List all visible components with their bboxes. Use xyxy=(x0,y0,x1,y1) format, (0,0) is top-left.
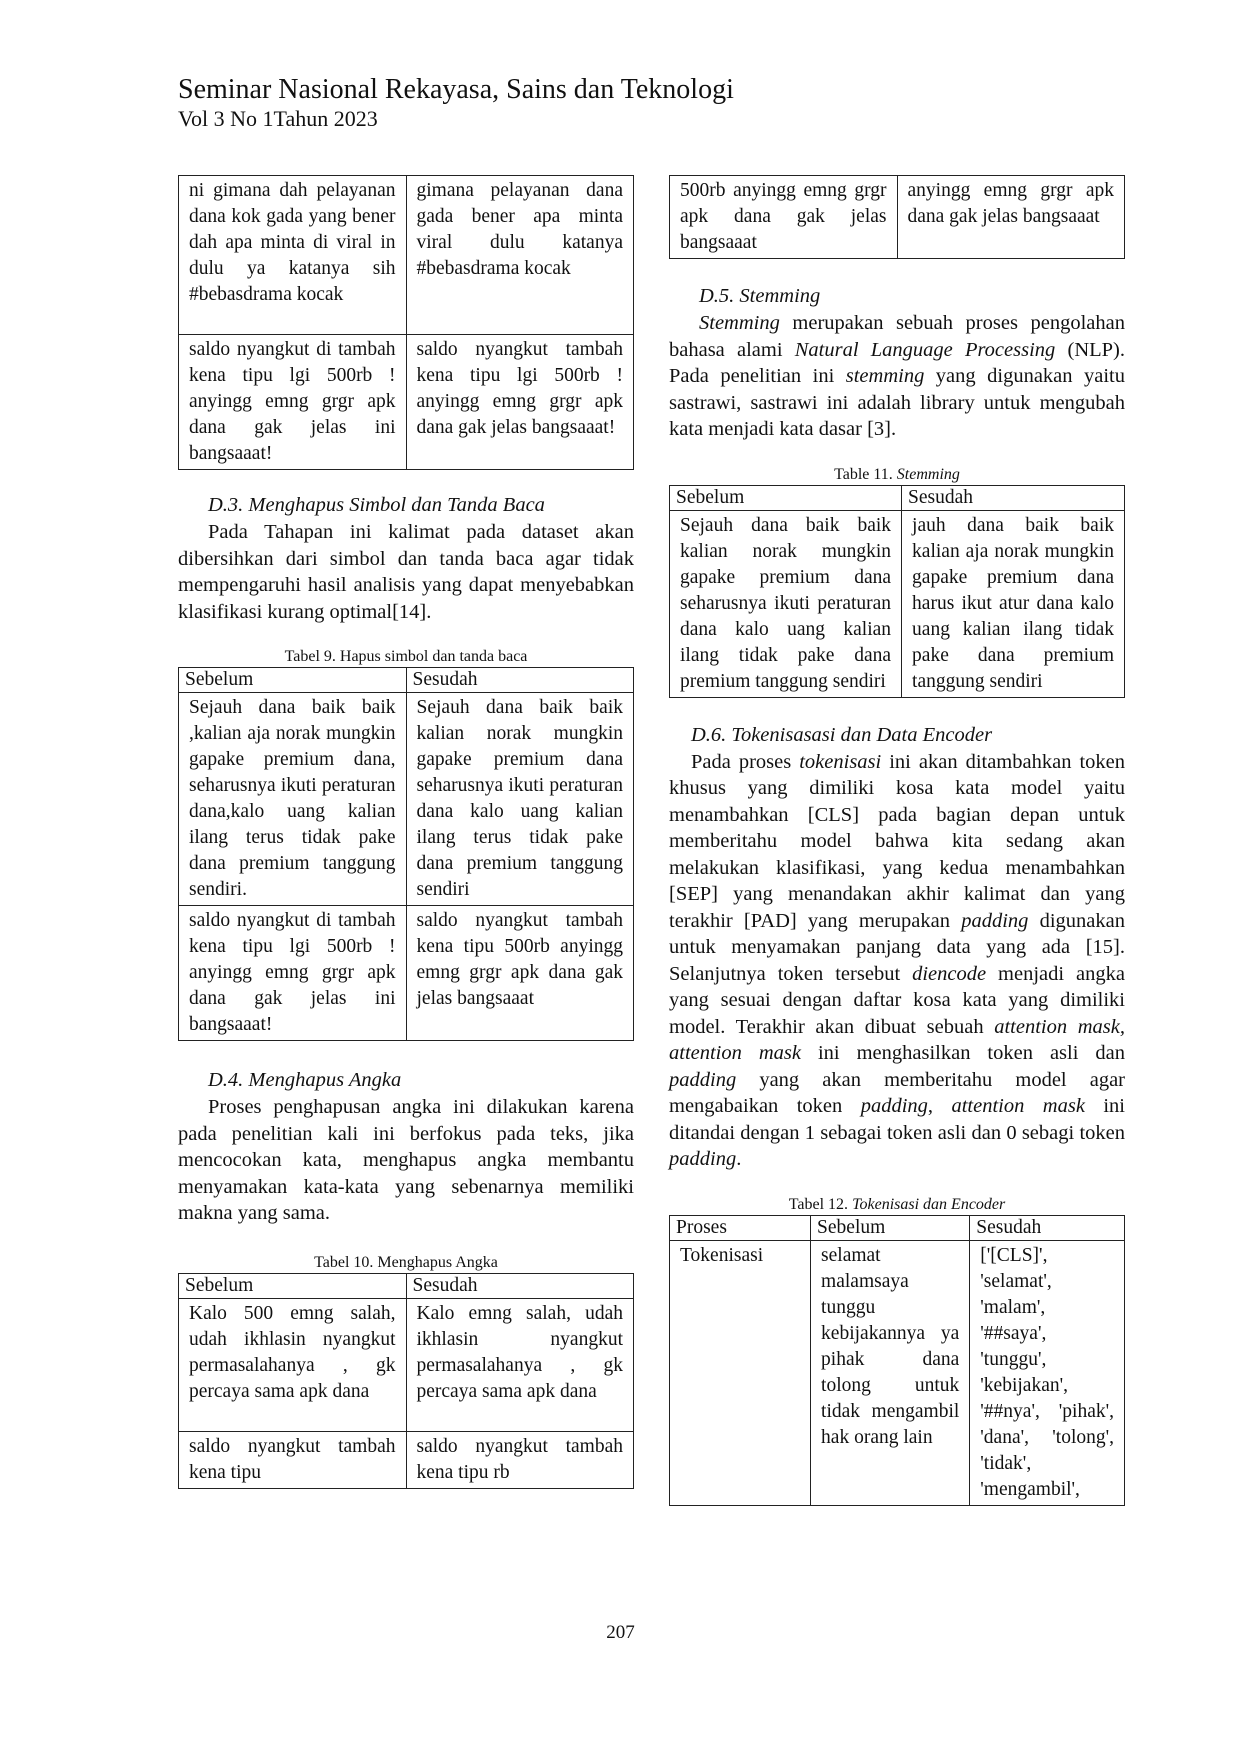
text-run: Pada proses xyxy=(691,750,800,773)
section-paragraph-d5 xyxy=(669,310,1125,443)
table-header-row xyxy=(670,1215,1125,1240)
table-cell: saldo nyangkut tambah kena tipu lgi 500rb ! anyingg emng grgr apk dana gak jelas bangsaaat! xyxy=(406,335,634,470)
table-cell: Kalo 500 emng salah, udah ikhlasin nyangkut permasalahanya , gk percaya sama apk dana xyxy=(179,1298,407,1431)
term-italic: diencode xyxy=(912,962,987,985)
term-italic: Stemming xyxy=(699,312,780,334)
journal-title: Seminar Nasional Rekayasa, Sains dan Teknologi xyxy=(178,74,734,105)
text-run: ini menghasilkan token asli dan xyxy=(801,1042,1125,1064)
table-cell: saldo nyangkut tambah kena tipu 500rb anyingg emng grgr apk dana gak jelas bangsaaat xyxy=(406,906,634,1041)
text-run: , xyxy=(927,1095,952,1117)
table-cell: 500rb anyingg emng grgr apk dana gak jelas bangsaaat xyxy=(670,176,898,259)
table-cell: Sejauh dana baik baik kalian norak mungkin gapake premium dana seharusnya ikuti peraturan dana kalo uang kalian ilang tidak pake dana premium tanggung sendiri xyxy=(670,510,902,697)
section-paragraph-d3: Pada Tahapan ini kalimat pada dataset akan dibersihkan dari simbol dan tanda baca agar tidak mempengaruhi hasil analisis yang dapat menyebabkan klasifikasi kurang optimal[14]. xyxy=(178,521,634,623)
table-header: Sebelum xyxy=(670,485,902,510)
page-header xyxy=(178,74,734,132)
caption-label: Table 11. xyxy=(834,465,897,483)
table-row xyxy=(179,906,634,1041)
text-run: merupakan sebuah proses pengolahan bahasa alami xyxy=(669,312,1125,361)
text-run: yang akan memberitahu model agar mengabaikan token xyxy=(669,1068,1125,1117)
caption-title: Tokenisasi dan Encoder xyxy=(852,1195,1006,1213)
table9 xyxy=(178,667,634,1041)
text-run: (NLP). Pada penelitian ini xyxy=(669,338,1125,387)
continued-table-right xyxy=(669,175,1125,259)
table-cell: saldo nyangkut di tambah kena tipu lgi 500rb ! anyingg emng grgr apk dana gak jelas ini bangsaaat! xyxy=(179,335,407,470)
table-row xyxy=(179,1431,634,1488)
table-row xyxy=(179,176,634,335)
continued-table-left xyxy=(178,175,634,470)
text-run: yang digunakan yaitu sastrawi, sastrawi ini adalah library untuk mengubah kata menjadi kata dasar [3]. xyxy=(669,365,1125,440)
table-cell: Sejauh dana baik baik ,kalian aja norak mungkin gapake premium dana, seharusnya ikuti peraturan dana,kalo uang kalian ilang terus tidak pake dana premium tanggung sendiri. xyxy=(179,693,407,906)
table-cell: saldo nyangkut tambah kena tipu rb xyxy=(406,1431,634,1488)
table-header: Sesudah xyxy=(406,668,634,693)
table-row xyxy=(670,1240,1125,1505)
caption-label: Tabel 12. xyxy=(788,1195,853,1213)
term-italic: padding xyxy=(669,1068,737,1091)
term-italic: padding xyxy=(860,1095,928,1117)
table-cell: saldo nyangkut tambah kena tipu xyxy=(179,1431,407,1488)
caption-title: Stemming xyxy=(896,465,960,483)
section-paragraph-d4: Proses penghapusan angka ini dilakukan karena pada penelitian kali ini berfokus pada teks, jika mencocokan kata, menghapus angka membantu menyamakan kata-kata yang sebenarnya memiliki makna yang sama. xyxy=(178,1096,634,1224)
table12 xyxy=(669,1215,1125,1506)
table11-caption xyxy=(669,465,1125,485)
table-header: Sebelum xyxy=(179,1273,407,1298)
text-run: ini akan ditambahkan token khusus yang dimiliki kosa kata model yaitu menambahkan [CLS] pada bagian depan untuk memberitahu model bahwa kita sedang akan melakukan klasifikasi, yang kedua menambahkan [SEP] yang menandakan akhir kalimat dan yang terakhir [PAD] yang merupakan xyxy=(669,750,1125,932)
table-header: Sebelum xyxy=(811,1215,970,1240)
table-header: Sesudah xyxy=(406,1273,634,1298)
table-cell: ['[CLS]', 'selamat', 'malam', '##saya', 'tunggu', 'kebijakan', '##nya', 'pihak', 'dana', 'tolong', 'tidak', 'mengambil', xyxy=(970,1240,1125,1505)
table-row xyxy=(179,335,634,470)
term-italic: attention mask, attention mask xyxy=(669,1015,1125,1064)
table-cell: gimana pelayanan dana gada bener apa minta viral dulu katanya #bebasdrama kocak xyxy=(406,176,634,335)
table-row xyxy=(670,510,1125,697)
table11 xyxy=(669,485,1125,698)
table-cell: Kalo emng salah, udah ikhlasin nyangkut permasalahanya , gk percaya sama apk dana xyxy=(406,1298,634,1431)
section-heading-d6: D.6. Tokenisasasi dan Data Encoder xyxy=(691,723,993,746)
text-run: menjadi angka yang sesuai dengan daftar kosa kata yang dimiliki model. Terakhir akan dibuat sebuah xyxy=(669,962,1125,1038)
section-heading-d4: D.4. Menghapus Angka xyxy=(208,1069,402,1091)
term-italic: stemming xyxy=(845,365,925,387)
journal-volume: Vol 3 No 1Tahun 2023 xyxy=(178,106,378,131)
text-run: digunakan untuk menyamakan panjang data yang ada [15]. Selanjutnya token tersebut xyxy=(669,909,1125,985)
term-italic: padding xyxy=(961,909,1029,932)
table-row xyxy=(179,693,634,906)
table-cell: jauh dana baik baik kalian aja norak mungkin gapake premium dana harus ikut atur dana kalo uang kalian ilang tidak pake dana premium tanggung sendiri xyxy=(902,510,1125,697)
table-header-row xyxy=(179,1273,634,1298)
table-header: Sesudah xyxy=(902,485,1125,510)
section-paragraph-d6 xyxy=(669,749,1125,1173)
term-italic: tokenisasi xyxy=(799,750,882,773)
section-heading-d3: D.3. Menghapus Simbol dan Tanda Baca xyxy=(208,494,545,516)
table-row xyxy=(179,1298,634,1431)
table10 xyxy=(178,1273,634,1489)
page-number: 207 xyxy=(606,1622,635,1643)
table-cell: ni gimana dah pelayanan dana kok gada yang bener dah apa minta di viral in dulu ya katanya sih #bebasdrama kocak xyxy=(179,176,407,335)
text-run: ini ditandai dengan 1 sebagai token asli dan 0 sebagi token xyxy=(669,1095,1125,1144)
table-header-row xyxy=(179,668,634,693)
section-heading-d5: D.5. Stemming xyxy=(699,285,821,307)
table9-caption: Tabel 9. Hapus simbol dan tanda baca xyxy=(284,648,528,665)
table-cell: selamat malamsaya tunggu kebijakannya ya pihak dana tolong untuk tidak mengambil hak orang lain xyxy=(811,1240,970,1505)
text-run: . xyxy=(736,1148,742,1170)
table-row xyxy=(670,176,1125,259)
table-header: Proses xyxy=(670,1215,811,1240)
table-header-row xyxy=(670,485,1125,510)
table-cell: Tokenisasi xyxy=(670,1240,811,1505)
table12-caption xyxy=(669,1195,1125,1215)
left-column xyxy=(178,175,634,1489)
table-header: Sesudah xyxy=(970,1215,1125,1240)
table-cell: anyingg emng grgr apk dana gak jelas bangsaaat xyxy=(897,176,1125,259)
table10-caption: Tabel 10. Menghapus Angka xyxy=(314,1253,498,1271)
term-italic: padding xyxy=(669,1148,737,1170)
table-header: Sebelum xyxy=(179,668,407,693)
term-italic: Natural Language Processing xyxy=(794,338,1056,361)
table-cell: Sejauh dana baik baik kalian norak mungkin gapake premium dana seharusnya ikuti peraturan dana kalo uang kalian ilang terus tidak pake dana premium tanggung sendiri xyxy=(406,693,634,906)
table-cell: saldo nyangkut di tambah kena tipu lgi 500rb ! anyingg emng grgr apk dana gak jelas ini bangsaaat! xyxy=(179,906,407,1041)
right-column xyxy=(669,175,1125,1506)
term-italic: attention mask xyxy=(951,1095,1085,1117)
